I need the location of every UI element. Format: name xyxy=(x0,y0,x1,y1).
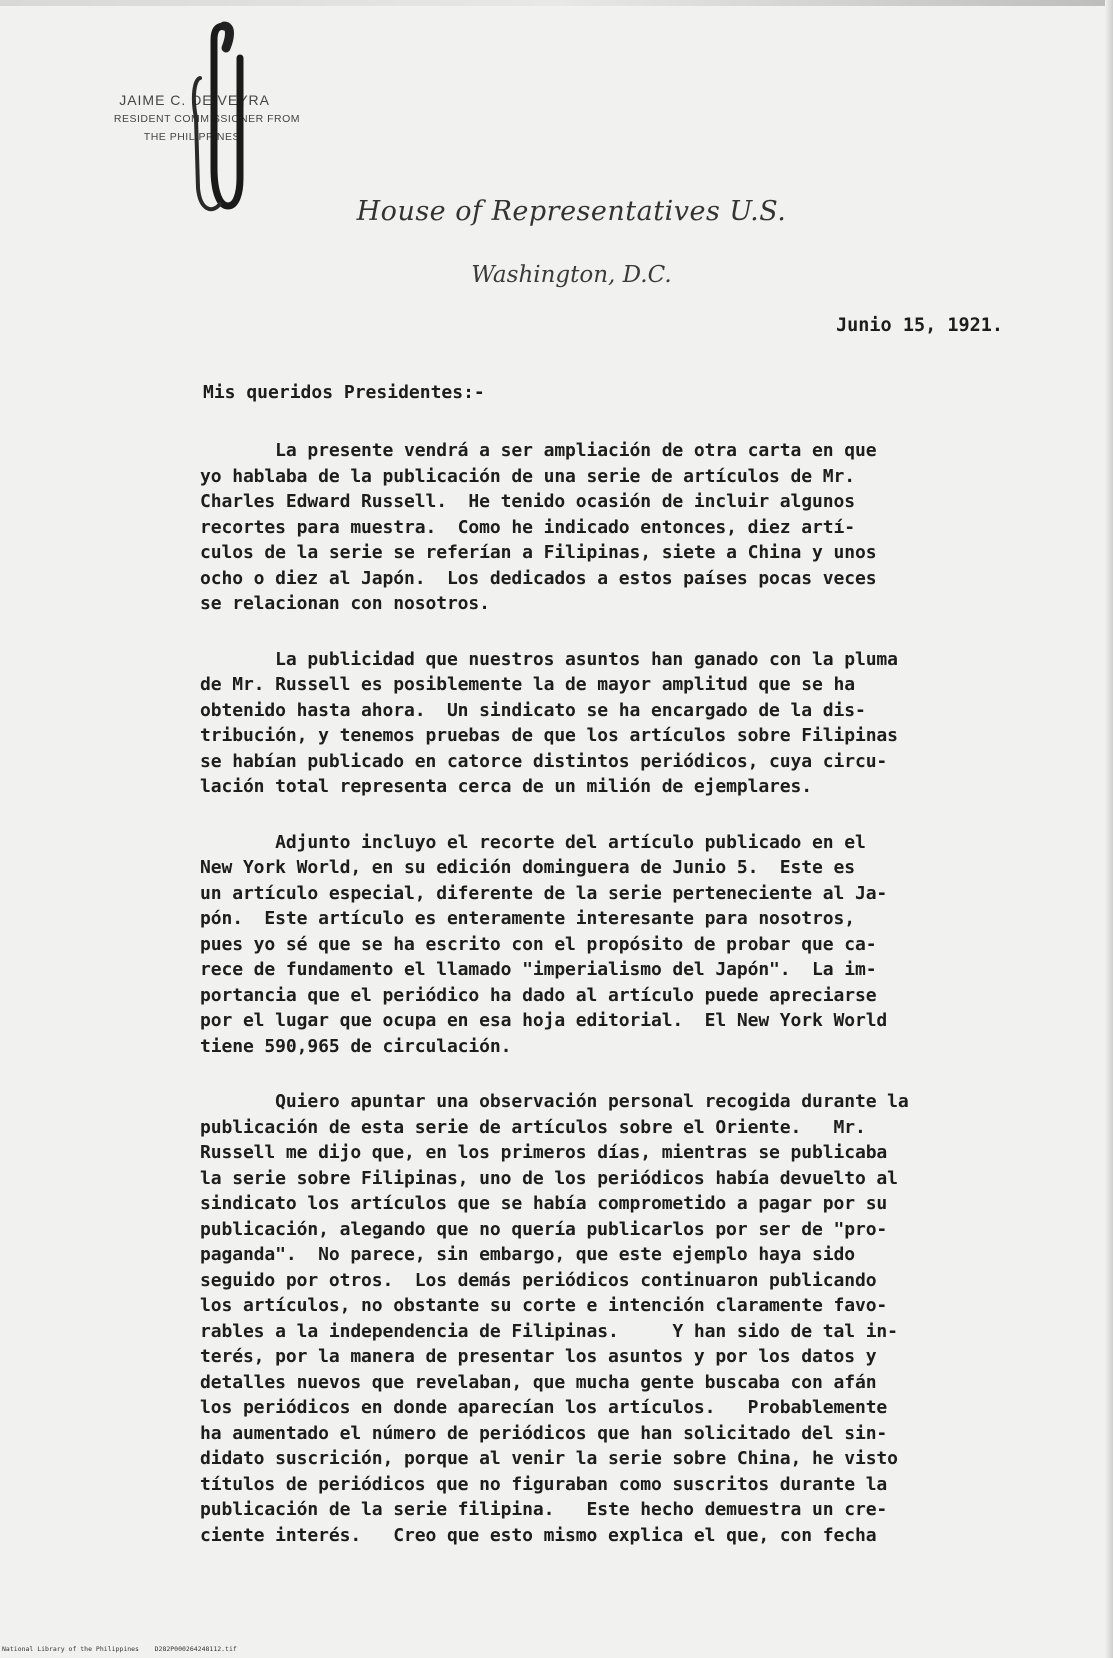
text-line: se relacionan con nosotros. xyxy=(200,593,490,614)
page-edge-right xyxy=(1105,0,1113,1658)
text-line: obtenido hasta ahora. Un sindicato se ha encargado de la dis- xyxy=(200,699,866,721)
text-line: sindicato los artículos que se había comprometido a pagar por su xyxy=(200,1193,888,1214)
text-line: publicación de esta serie de artículos sobre el Oriente. Mr. xyxy=(200,1116,866,1138)
text-line: detalles nuevos que revelaban, que mucha gente buscaba con afán xyxy=(200,1371,877,1393)
text-line: rece de fundamento el llamado "imperialismo del Japón". La im- xyxy=(200,959,877,980)
text-line: los periódicos en donde aparecían los artículos. Probablemente xyxy=(200,1397,888,1418)
text-line: títulos de periódicos que no figuraban como suscritos durante la xyxy=(200,1473,888,1495)
text-line: ocho o diez al Japón. Los dedicados a estos países pocas veces xyxy=(200,567,877,589)
letterhead-name: JAIME C. DE VEYRA xyxy=(119,92,270,108)
paper-clip-icon xyxy=(186,18,246,218)
text-line: seguido por otros. Los demás periódicos continuaron publicando xyxy=(200,1269,877,1291)
text-line: se habían publicado en catorce distintos periódicos, cuya circu- xyxy=(200,750,888,772)
text-line: pues yo sé que se ha escrito con el propósito de probar que ca- xyxy=(200,933,877,955)
text-line: los artículos, no obstante su corte e intención claramente favo- xyxy=(200,1295,888,1316)
text-line: yo hablaba de la publicación de una serie de artículos de Mr. xyxy=(200,465,855,487)
letterhead xyxy=(30,90,300,146)
letter-date: Junio 15, 1921. xyxy=(836,315,1004,336)
text-line: recortes para muestra. Como he indicado entonces, diez artí- xyxy=(200,516,855,538)
letter-body xyxy=(200,438,1052,1578)
salutation: Mis queridos Presidentes:- xyxy=(203,382,485,403)
letterhead-house-title: House of Representatives U.S. xyxy=(356,196,787,227)
text-line: Adjunto incluyo el recorte del artículo publicado en el xyxy=(200,831,866,853)
text-line: culos de la serie se referían a Filipinas, siete a China y unos xyxy=(200,542,877,563)
text-line: de Mr. Russell es posiblemente la de mayor amplitud que se ha xyxy=(200,674,855,695)
text-line: Charles Edward Russell. He tenido ocasión de incluir algunos xyxy=(200,491,855,512)
text-line: La publicidad que nuestros asuntos han ganado con la pluma xyxy=(200,648,898,670)
text-line: un artículo especial, diferente de la serie perteneciente al Ja- xyxy=(200,882,888,904)
text-line: La presente vendrá a ser ampliación de otra carta en que xyxy=(200,440,877,461)
text-line: Quiero apuntar una observación personal recogida durante la xyxy=(200,1091,909,1112)
letterhead-city: Washington, D.C. xyxy=(471,262,672,288)
text-line: publicación, alegando que no quería publicarlos por ser de "pro- xyxy=(200,1218,888,1240)
text-line: didato suscrición, porque al venir la serie sobre China, he visto xyxy=(200,1448,898,1469)
letterhead-title-line1: RESIDENT COMMISSIONER FROM xyxy=(113,113,300,125)
text-line: ciente interés. Creo que esto mismo explica el que, con fecha xyxy=(200,1524,877,1546)
text-line: ha aumentado el número de periódicos que han solicitado del sin- xyxy=(200,1422,888,1444)
text-line: New York World, en su edición dominguera de Junio 5. Este es xyxy=(200,857,855,878)
text-line: paganda". No parece, sin embargo, que este ejemplo haya sido xyxy=(200,1244,855,1265)
letterhead-title-line2: THE PHILIPPINES xyxy=(143,131,240,143)
text-line: tribución, y tenemos pruebas de que los artículos sobre Filipinas xyxy=(200,725,898,746)
text-line: terés, por la manera de presentar los asuntos y por los datos y xyxy=(200,1346,877,1367)
paragraph-2 xyxy=(200,647,1052,800)
text-line: portancia que el periódico ha dado al artículo puede apreciarse xyxy=(200,984,877,1006)
paragraph-3 xyxy=(200,830,1052,1060)
paragraph-1 xyxy=(200,438,1052,617)
paragraph-4 xyxy=(200,1089,1052,1548)
text-line: por el lugar que ocupa en esa hoja editorial. El New York World xyxy=(200,1010,888,1031)
text-line: publicación de la serie filipina. Este hecho demuestra un cre- xyxy=(200,1499,888,1520)
text-line: rables a la independencia de Filipinas. Y han sido de tal in- xyxy=(200,1320,898,1342)
page-edge-top xyxy=(0,0,1113,6)
archive-footer: National Library of the Philippines D282P000264248112.tif xyxy=(2,1645,237,1653)
text-line: pón. Este artículo es enteramente interesante para nosotros, xyxy=(200,908,855,929)
text-line: lación total representa cerca de un milión de ejemplares. xyxy=(200,776,813,797)
text-line: tiene 590,965 de circulación. xyxy=(200,1035,512,1057)
text-line: la serie sobre Filipinas, uno de los periódicos había devuelto al xyxy=(200,1167,898,1189)
text-line: Russell me dijo que, en los primeros días, mientras se publicaba xyxy=(200,1142,888,1163)
